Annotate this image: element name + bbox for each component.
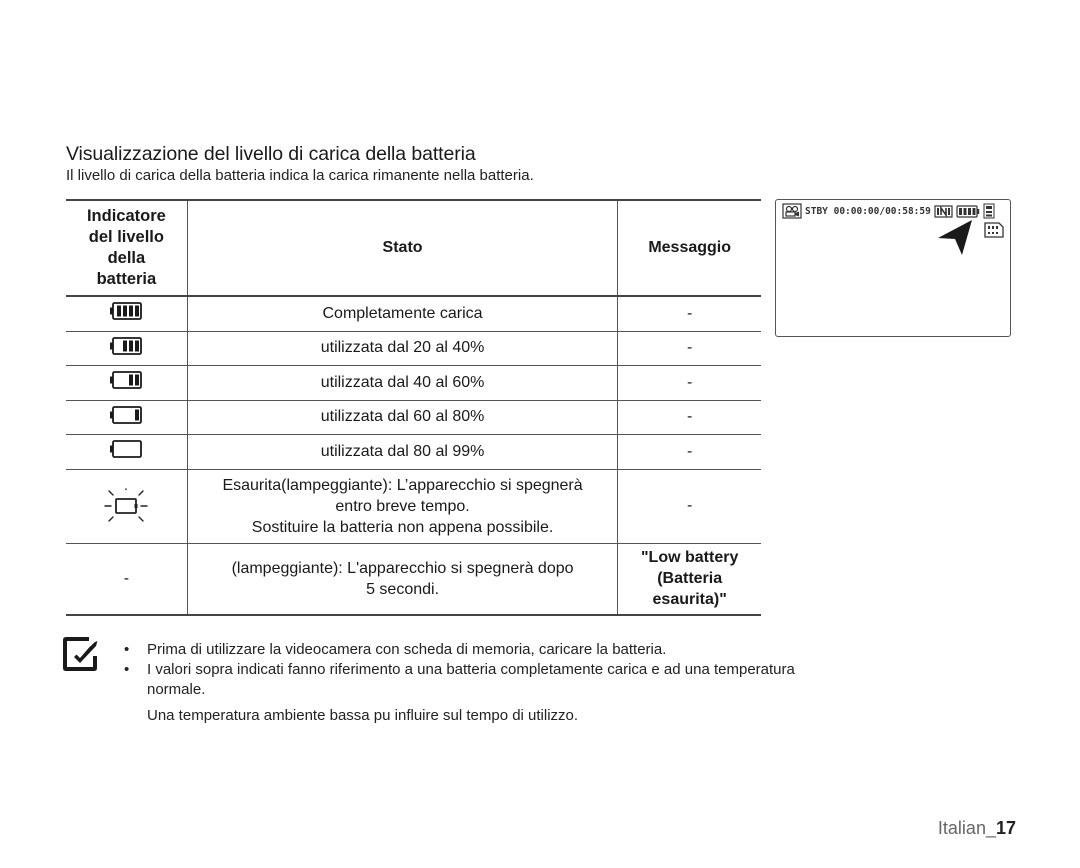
page-number: 17 [995, 818, 1016, 838]
message-cell [618, 543, 761, 615]
message-cell: - [687, 497, 693, 514]
battery-empty-icon [109, 439, 143, 464]
footer-language: Italian_ [937, 818, 996, 838]
note-pencil-icon [59, 636, 101, 672]
message-line: (Batteria [657, 570, 723, 588]
status-cell: utilizzata dal 60 al 80% [187, 400, 618, 434]
header-indicator [66, 200, 187, 296]
blinking-battery-icon [98, 486, 154, 526]
table-row [66, 296, 761, 331]
camcorder-icon [782, 203, 802, 219]
message-cell: - [687, 373, 693, 391]
status-line: Esaurita(lampeggiante): L’apparecchio si spegnerà [222, 476, 583, 494]
battery-one-bar-icon [109, 405, 143, 430]
table-row [66, 331, 761, 365]
battery-two-bars-icon [109, 370, 143, 395]
header-indicator-line: del livello [88, 228, 164, 246]
bullet-icon: • [124, 661, 130, 678]
status-cell: Completamente carica [187, 296, 618, 331]
note-text: Una temperatura ambiente bassa pu influire sul tempo di utilizzo. [147, 707, 579, 724]
status-line: 5 secondi. [366, 580, 440, 598]
section-title: Visualizzazione del livello di carica della batteria [66, 143, 476, 165]
header-indicator-line: batteria [96, 270, 157, 288]
message-cell: - [687, 339, 693, 356]
table-row [66, 400, 761, 434]
note-item [120, 660, 820, 700]
indicator-cell [66, 365, 187, 400]
status-cell [187, 469, 618, 543]
bullet-icon: • [124, 641, 130, 658]
message-cell: - [687, 442, 693, 460]
indicator-cell [66, 469, 187, 543]
table-header-row [66, 200, 761, 296]
message-cell: - [687, 408, 693, 425]
memory-card-icon [984, 222, 1004, 238]
indicator-cell [66, 296, 187, 331]
status-cell: utilizzata dal 20 al 40% [187, 331, 618, 365]
table-row [66, 469, 761, 543]
note-item [120, 640, 820, 660]
indicator-cell: - [66, 543, 187, 615]
table-row [66, 434, 761, 469]
table-row [66, 543, 761, 615]
indicator-cell [66, 400, 187, 434]
message-line: esaurita)" [652, 591, 727, 609]
page-footer [938, 818, 1016, 839]
indicator-cell [66, 434, 187, 469]
note-text: Prima di utilizzare la videocamera con scheda di memoria, caricare la batteria. [147, 641, 667, 658]
status-line: Sostituire la batteria non appena possibile. [251, 518, 554, 536]
status-cell [187, 543, 618, 615]
status-line: entro breve tempo. [335, 497, 470, 515]
header-indicator-line: della [107, 249, 146, 267]
internal-memory-icon [934, 205, 953, 218]
arrow-pointer-icon [936, 218, 974, 256]
lcd-status-text: STBY 00:00:00/00:58:59 [805, 205, 931, 217]
message-cell: - [687, 304, 693, 322]
header-message: Messaggio [648, 239, 731, 256]
note-text: I valori sopra indicati fanno riferimento a una batteria completamente carica e ad una temperatura normale. [147, 661, 795, 698]
status-cell: utilizzata dal 80 al 99% [187, 434, 618, 469]
status-line: (lampeggiante): L'apparecchio si spegnerà dopo [231, 559, 574, 577]
status-cell: utilizzata dal 40 al 60% [187, 365, 618, 400]
indicator-cell [66, 331, 187, 365]
header-status: Stato [187, 200, 618, 296]
table-row [66, 365, 761, 400]
message-line: "Low battery [640, 549, 739, 567]
note-continuation [120, 706, 820, 726]
quality-icon [983, 203, 995, 219]
battery-level-table [66, 199, 761, 616]
section-intro: Il livello di carica della batteria indica la carica rimanente nella batteria. [66, 167, 534, 184]
battery-full-icon [956, 205, 980, 218]
lcd-screen-preview [775, 199, 1011, 337]
battery-three-bars-icon [109, 336, 143, 361]
battery-full-icon [109, 301, 143, 326]
header-indicator-line: Indicatore [86, 207, 166, 225]
notes-block [120, 640, 820, 726]
